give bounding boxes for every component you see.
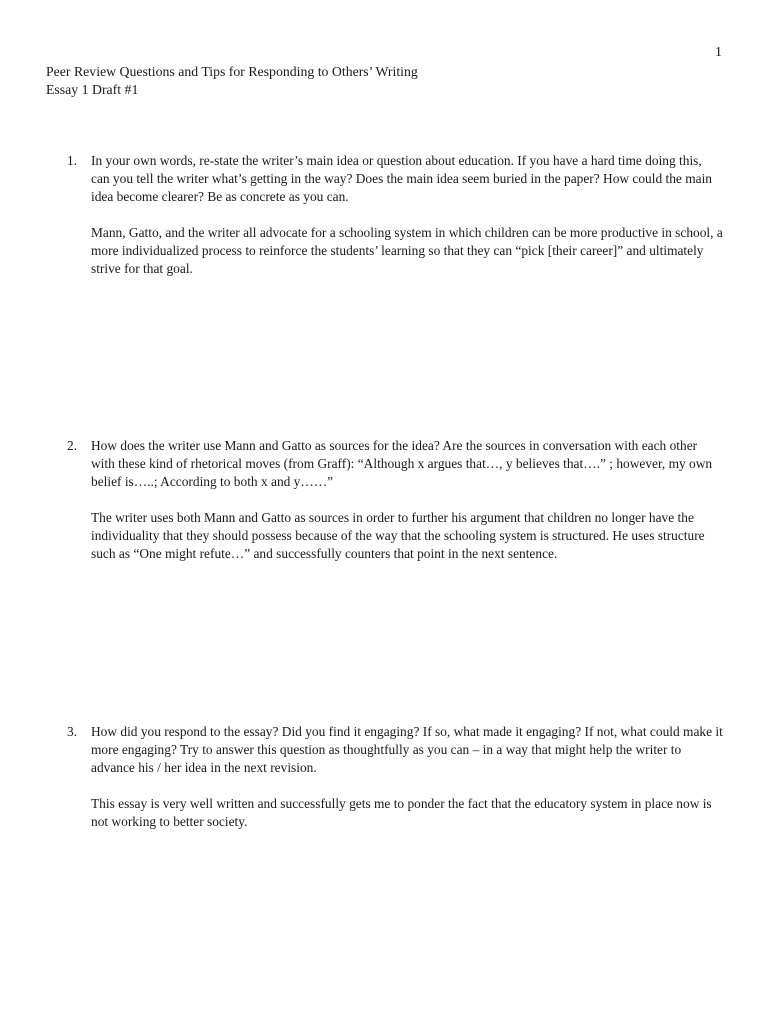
question-response: This essay is very well written and successfully gets me to ponder the fact that the educatory system in place now is not working to better society. [91,796,712,829]
question-prompt: In your own words, re-state the writer’s main idea or question about education. If you have a hard time doing this, can you tell the writer what’s getting in the way? Does the main idea seem buried in the paper? How could the main idea become clearer? Be as concrete as you can. [91,153,712,204]
page-number: 1 [715,45,722,60]
question-item-2 [67,437,727,563]
question-number: 1. [67,153,78,168]
document-subtitle: Essay 1 Draft #1 [46,82,139,97]
question-response: Mann, Gatto, and the writer all advocate for a schooling system in which children can be more productive in school, a more individualized process to reinforce the students’ learning so that they can “pick [their career]” and ultimately strive for that goal. [91,225,723,276]
question-response: The writer uses both Mann and Gatto as sources in order to further his argument that children no longer have the individuality that they should possess because of the way that the schooling system is structured. He uses structure such as “One might refute…” and successfully counters that point in the next sentence. [91,510,705,561]
question-number: 2. [67,438,78,453]
question-item-1 [67,152,727,278]
question-number: 3. [67,724,78,739]
question-prompt: How did you respond to the essay? Did you find it engaging? If so, what made it engaging? If not, what could make it more engaging? Try to answer this question as thoughtfully as you can – in a way that might help the writer to advance his / her idea in the next revision. [91,724,723,775]
question-prompt: How does the writer use Mann and Gatto as sources for the idea? Are the sources in conversation with each other with these kind of rhetorical moves (from Graff): “Although x argues that…, y believes that….” ; however, my own belief is…..; According to both x and y……” [91,438,713,489]
question-item-3 [67,723,727,831]
document-header [46,63,706,99]
document-title: Peer Review Questions and Tips for Responding to Others’ Writing [46,64,418,79]
